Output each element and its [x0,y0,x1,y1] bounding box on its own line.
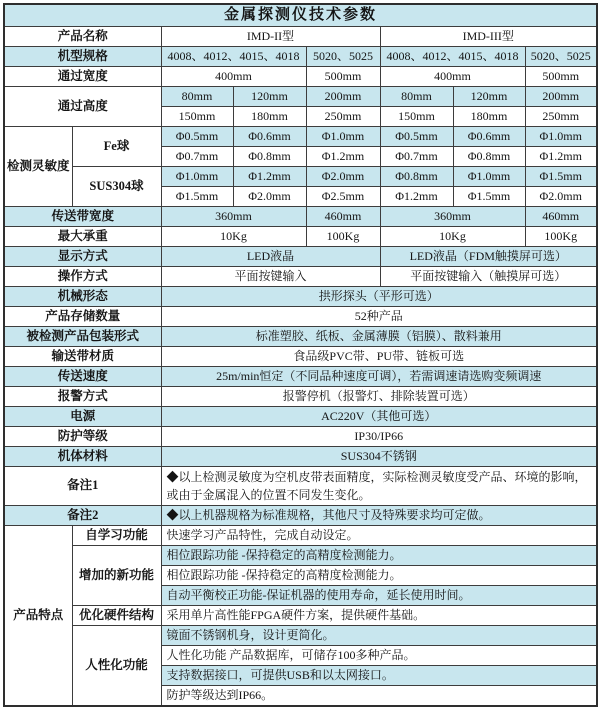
cell: Φ1.5mm [453,187,525,207]
cell: 100Kg [525,227,597,247]
row-label: 报警方式 [4,387,161,407]
page-title: 金属探测仪技术参数 [4,4,597,27]
cell: LED液晶 [161,247,380,267]
row-label: 被检测产品包装形式 [4,327,161,347]
cell: 52种产品 [161,307,597,327]
feature-item: 自动平衡校正功能-保证机器的使用寿命，延长使用时间。 [161,586,597,606]
cell: 标准塑胶、纸板、金属薄膜（铝膜）、散料兼用 [161,327,597,347]
cell: Φ1.2mm [306,147,380,167]
table-title-row [4,4,597,27]
row-label-sus304-ball: SUS304球 [72,167,161,207]
cell: Φ1.0mm [306,127,380,147]
cell: 食品级PVC带、PU带、链板可选 [161,347,597,367]
cell: 250mm [525,107,597,127]
row-label: 备注2 [4,506,161,526]
row-label: 输送带材质 [4,347,161,367]
row-label: 通过高度 [4,87,161,127]
cell: Φ0.5mm [161,127,233,147]
cell: 4008、4012、4015、4018 [161,47,306,67]
cell: Φ2.0mm [233,187,306,207]
cell: 150mm [161,107,233,127]
cell: 25m/min恒定（不同品种速度可调），若需调速请选购变频调速 [161,367,597,387]
row-model-spec [4,47,597,67]
row-note-1 [4,467,597,506]
cell: Φ1.2mm [380,187,453,207]
row-product-storage [4,307,597,327]
cell: 180mm [453,107,525,127]
row-label: 防护等级 [4,427,161,447]
cell: Φ0.8mm [233,147,306,167]
cell: 10Kg [380,227,525,247]
row-display-mode [4,247,597,267]
row-label: 机型规格 [4,47,161,67]
row-pass-height-1 [4,87,597,107]
row-belt-width [4,207,597,227]
cell: Φ1.2mm [525,147,597,167]
cell: SUS304不锈钢 [161,447,597,467]
feature-item: 防护等级达到IP66。 [161,686,597,707]
row-label: 备注1 [4,467,161,506]
row-packaging-form [4,327,597,347]
cell: 80mm [380,87,453,107]
cell: 500mm [306,67,380,87]
cell: Φ0.8mm [380,167,453,187]
feature-item: 相位跟踪功能 -保持稳定的高精度检测能力。 [161,566,597,586]
feature-group-label: 人性化功能 [72,626,161,707]
feature-item: 人性化功能 产品数据库，可储存100多种产品。 [161,646,597,666]
cell: Φ0.7mm [380,147,453,167]
row-label: 显示方式 [4,247,161,267]
cell: Φ1.0mm [525,127,597,147]
cell: AC220V（其他可选） [161,407,597,427]
cell: 400mm [380,67,525,87]
row-operation-mode [4,267,597,287]
row-label: 通过宽度 [4,67,161,87]
cell: 150mm [380,107,453,127]
feature-item: 采用单片高性能FPGA硬件方案，提供硬件基础。 [161,606,597,626]
feature-group-label: 自学习功能 [72,526,161,546]
cell: Φ0.6mm [233,127,306,147]
row-label-fe-ball: Fe球 [72,127,161,167]
feature-group-label: 优化硬件结构 [72,606,161,626]
cell: 200mm [525,87,597,107]
row-conveyor-speed [4,367,597,387]
feature-item: 支持数据接口，可提供USB和以太网接口。 [161,666,597,686]
cell: 报警停机（报警灯、排除装置可选） [161,387,597,407]
row-max-load [4,227,597,247]
row-label: 最大承重 [4,227,161,247]
cell: 平面按键输入 [161,267,380,287]
cell: LED液晶（FDM触摸屏可选） [380,247,597,267]
cell: Φ2.0mm [306,167,380,187]
row-pass-width [4,67,597,87]
row-feature-self-learning [4,526,597,546]
cell: Φ0.5mm [380,127,453,147]
cell: 5020、5025 [525,47,597,67]
row-product-name [4,27,597,47]
cell: 460mm [525,207,597,227]
row-feature-new-1 [4,546,597,566]
row-label: 电源 [4,407,161,427]
row-note-2 [4,506,597,526]
row-label-product-features: 产品特点 [4,526,72,707]
feature-item: 快速学习产品特性，完成自动设定。 [161,526,597,546]
cell: 5020、5025 [306,47,380,67]
row-label: 机体材料 [4,447,161,467]
row-body-material [4,447,597,467]
feature-item: 镜面不锈钢机身，设计更简化。 [161,626,597,646]
cell: Φ1.5mm [525,167,597,187]
cell: 360mm [161,207,306,227]
row-label: 机械形态 [4,287,161,307]
cell: Φ1.5mm [161,187,233,207]
row-protection-rating [4,427,597,447]
cell: 平面按键输入（触摸屏可选） [380,267,597,287]
cell: Φ1.0mm [161,167,233,187]
row-label: 产品名称 [4,27,161,47]
cell: 120mm [453,87,525,107]
cell-note2-text: ◆以上机器规格为标准规格，其他尺寸及特殊要求均可定做。 [161,506,597,526]
cell: Φ2.0mm [525,187,597,207]
cell: 400mm [161,67,306,87]
cell: Φ0.7mm [161,147,233,167]
cell: 80mm [161,87,233,107]
row-power-supply [4,407,597,427]
cell: 460mm [306,207,380,227]
row-sensitivity-fe-1 [4,127,597,147]
cell: 180mm [233,107,306,127]
row-feature-humanized-1 [4,626,597,646]
cell-note1-text: ◆以上检测灵敏度为空机皮带表面精度，实际检测灵敏度受产品、环境的影响，或由于金属混入的位置不同发生变化。 [161,467,597,506]
cell: Φ1.2mm [233,167,306,187]
cell: Φ1.0mm [453,167,525,187]
row-label: 产品存储数量 [4,307,161,327]
cell: 4008、4012、4015、4018 [380,47,525,67]
row-sensitivity-sus-1 [4,167,597,187]
cell: 500mm [525,67,597,87]
row-mechanical-form [4,287,597,307]
cell-product-imd3: IMD-III型 [380,27,597,47]
cell: Φ0.8mm [453,147,525,167]
row-label: 传送速度 [4,367,161,387]
row-label: 传送带宽度 [4,207,161,227]
cell: 120mm [233,87,306,107]
cell: 拱形探头（平形可选） [161,287,597,307]
cell-product-imd2: IMD-II型 [161,27,380,47]
cell: 250mm [306,107,380,127]
feature-item: 相位跟踪功能 -保持稳定的高精度检测能力。 [161,546,597,566]
feature-group-label: 增加的新功能 [72,546,161,606]
cell: Φ2.5mm [306,187,380,207]
cell: 360mm [380,207,525,227]
row-label: 操作方式 [4,267,161,287]
row-feature-hardware [4,606,597,626]
metal-detector-spec-table [3,3,598,707]
cell: 10Kg [161,227,306,247]
row-alarm-mode [4,387,597,407]
row-belt-material [4,347,597,367]
cell: Φ0.6mm [453,127,525,147]
cell: IP30/IP66 [161,427,597,447]
cell: 200mm [306,87,380,107]
row-label-sensitivity: 检测灵敏度 [4,127,72,207]
cell: 100Kg [306,227,380,247]
